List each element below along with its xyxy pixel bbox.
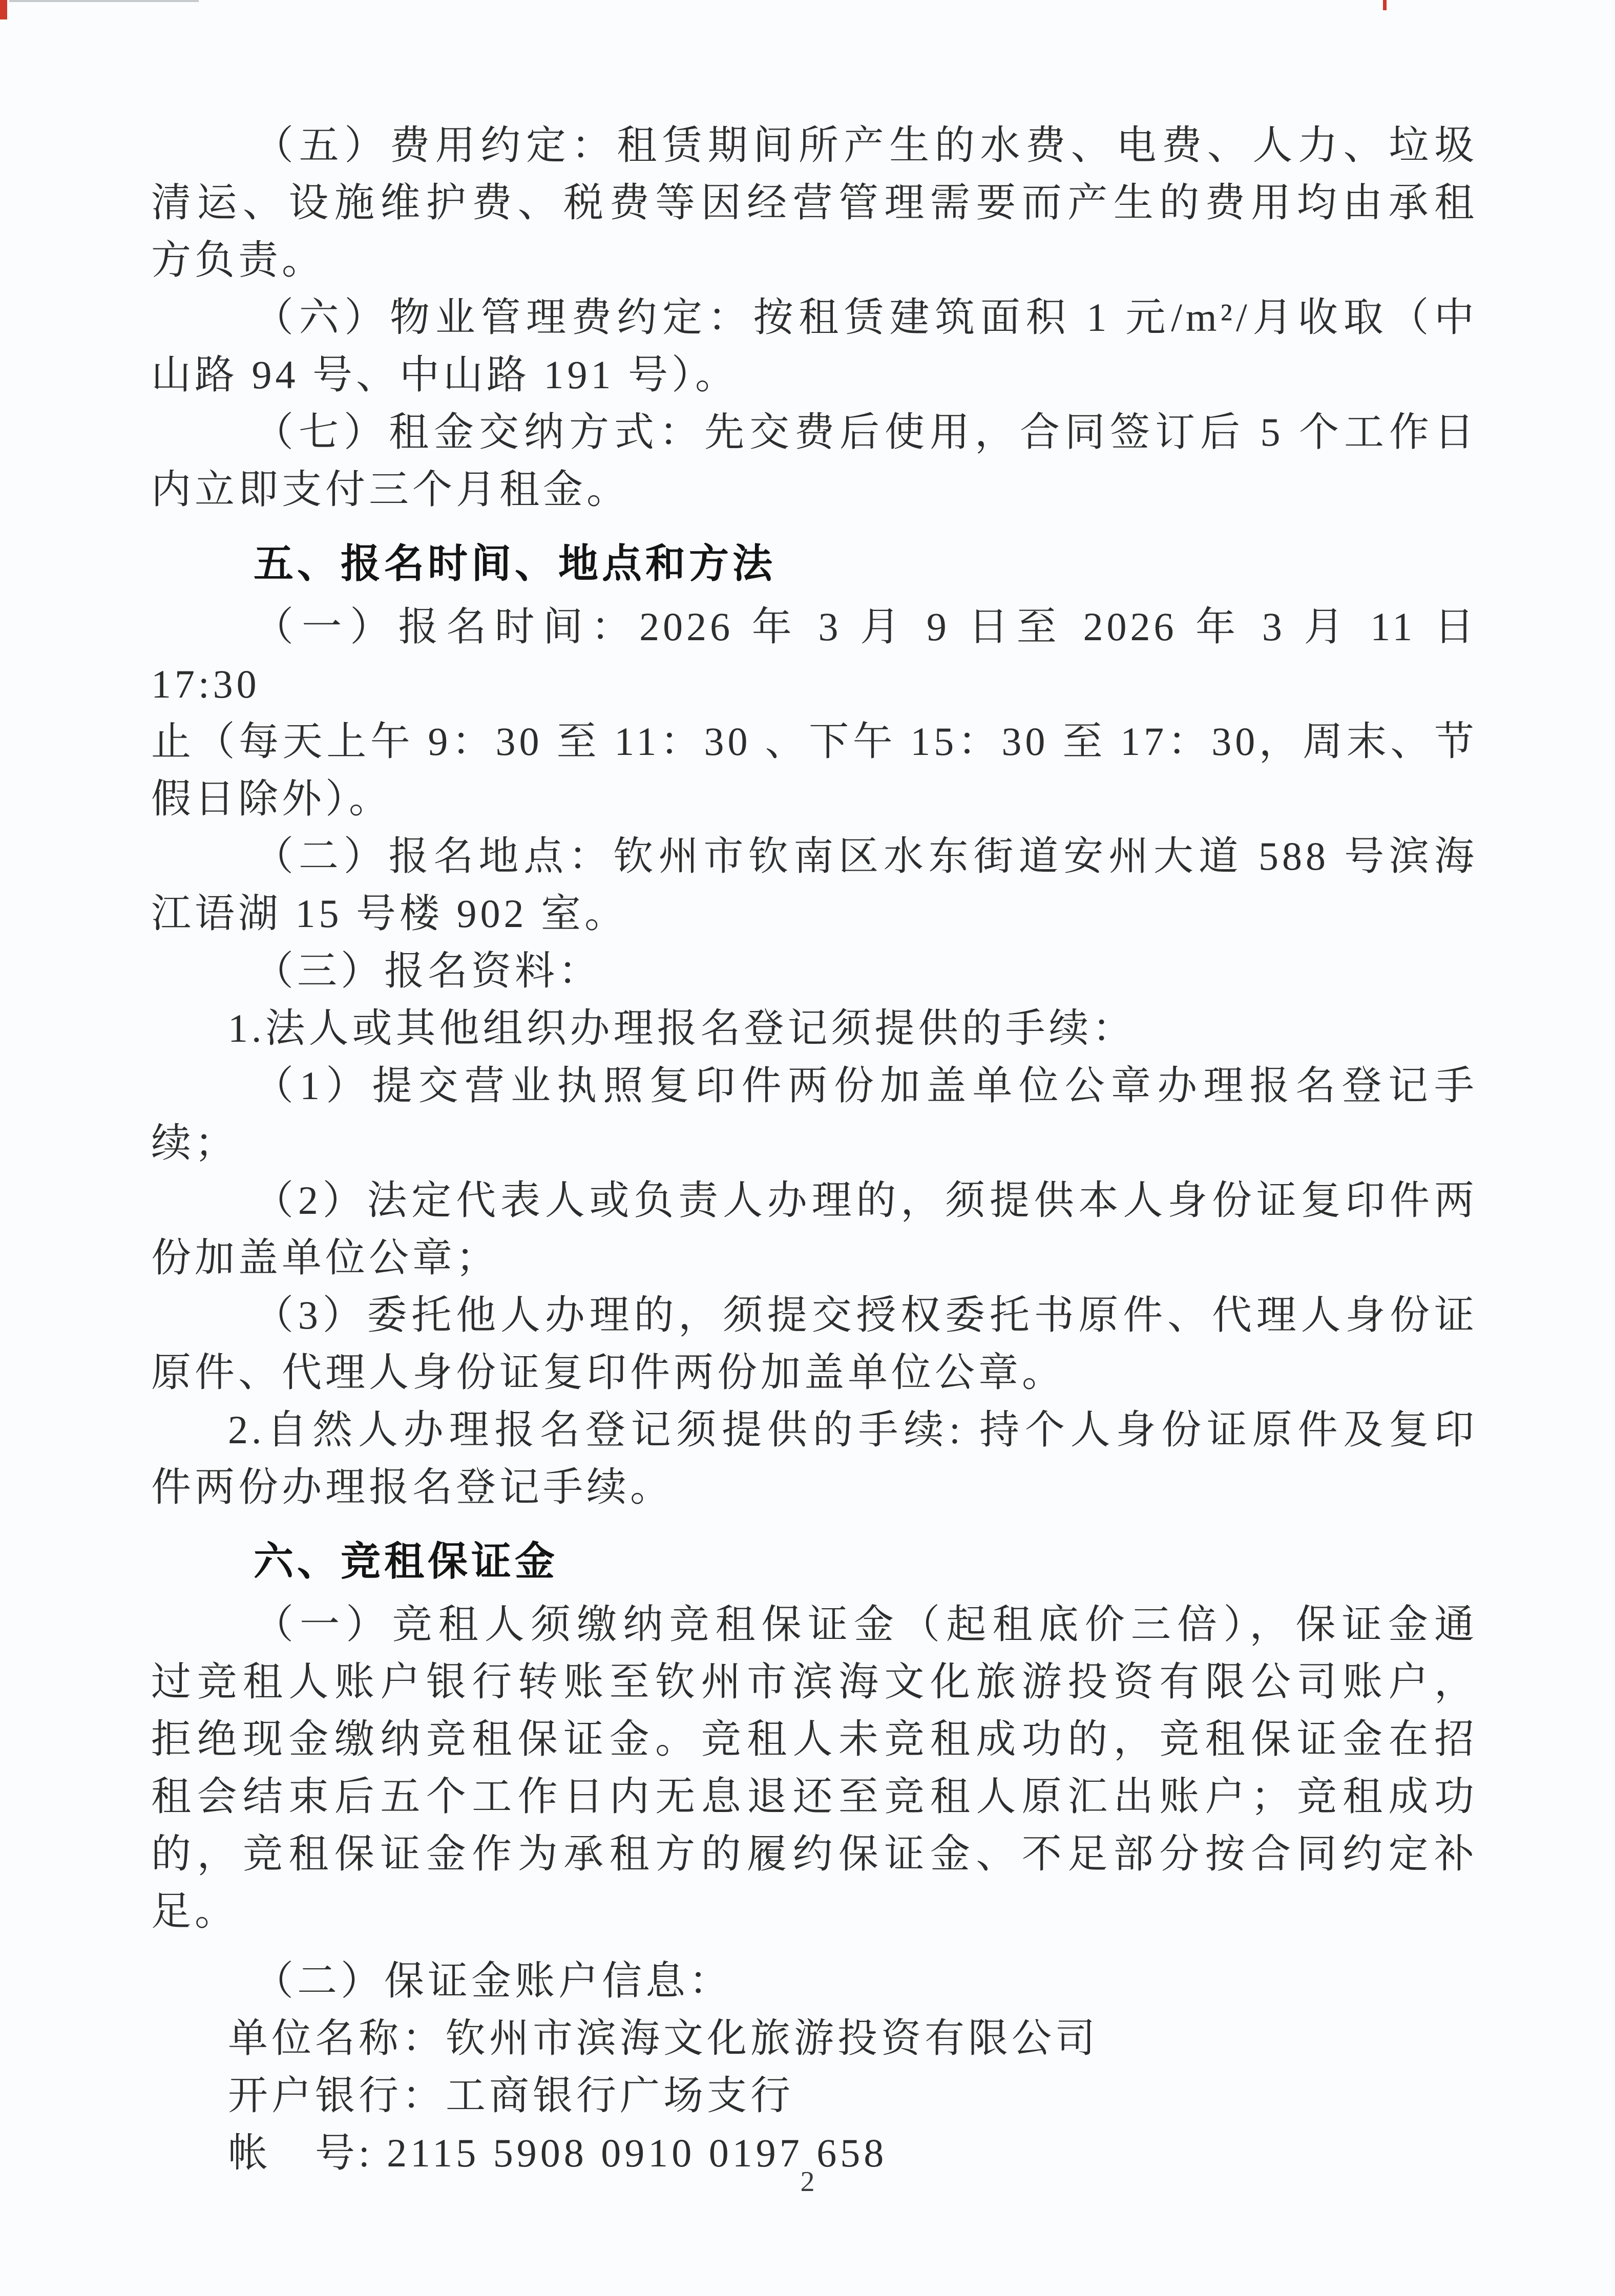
text-line: （一）竞租人须缴纳竞租保证金（起租底价三倍），保证金通 xyxy=(254,1602,1478,1647)
paragraph xyxy=(151,404,1478,518)
text-line: 份加盖单位公章； xyxy=(151,1235,500,1280)
paragraph xyxy=(151,598,1478,828)
paragraph xyxy=(151,1401,1478,1516)
paragraph xyxy=(151,2067,1478,2124)
paragraph xyxy=(151,942,1478,1000)
text-line: 单位名称：钦州市滨海文化旅游投资有限公司 xyxy=(228,2016,1099,2060)
text-line: 原件、代理人身份证复印件两份加盖单位公章。 xyxy=(151,1350,1066,1395)
text-line: 五、报名时间、地点和方法 xyxy=(254,541,777,586)
text-line: （一）报名时间：2026 年 3 月 9 日至 2026 年 3 月 11 日 17:30 xyxy=(151,604,1478,706)
paragraph xyxy=(151,289,1478,404)
text-line: 足。 xyxy=(151,1889,239,1933)
text-line: 开户银行：工商银行广场支行 xyxy=(228,2073,794,2118)
text-line: （三）报名资料： xyxy=(254,949,602,993)
text-line: 的，竞租保证金作为承租方的履约保证金、不足部分按合同约定补 xyxy=(151,1831,1478,1876)
paragraph xyxy=(151,1172,1478,1287)
text-line: 续； xyxy=(151,1121,239,1165)
paragraph xyxy=(151,2010,1478,2067)
scan-red-mark-top-left xyxy=(0,0,7,19)
text-line: 过竞租人账户银行转账至钦州市滨海文化旅游投资有限公司账户， xyxy=(151,1659,1478,1704)
text-line: （五）费用约定：租赁期间所产生的水费、电费、人力、垃圾 xyxy=(254,123,1478,167)
paragraph xyxy=(151,1596,1478,1940)
page-number: 2 xyxy=(800,2166,815,2198)
text-line: （七）租金交纳方式：先交费后使用，合同签订后 5 个工作日 xyxy=(254,410,1478,454)
text-line: 帐 号: 2115 5908 0910 0197 658 xyxy=(228,2131,888,2175)
text-line: （二）报名地点：钦州市钦南区水东街道安州大道 588 号滨海 xyxy=(254,834,1478,878)
text-line: 2.自然人办理报名登记须提供的手续: 持个人身份证原件及复印 xyxy=(228,1407,1478,1452)
text-line: 山路 94 号、中山路 191 号）。 xyxy=(151,352,739,397)
text-line: 江语湖 15 号楼 902 室。 xyxy=(151,891,628,936)
text-line: （2）法定代表人或负责人办理的，须提供本人身份证复印件两 xyxy=(254,1178,1478,1223)
scan-edge-artifact xyxy=(9,0,199,2)
text-line: 清运、设施维护费、税费等因经营管理需要而产生的费用均由承租 xyxy=(151,180,1478,225)
text-line: （二）保证金账户信息： xyxy=(254,1958,733,2003)
paragraph xyxy=(151,117,1478,289)
text-line: 方负责。 xyxy=(151,238,326,282)
paragraph xyxy=(151,828,1478,942)
paragraph xyxy=(151,1287,1478,1401)
document-body xyxy=(151,117,1478,2182)
text-line: 内立即支付三个月租金。 xyxy=(151,467,631,512)
text-line: 租会结束后五个工作日内无息退还至竞租人原汇出账户；竞租成功 xyxy=(151,1774,1478,1819)
text-line: 件两份办理报名登记手续。 xyxy=(151,1465,674,1509)
scan-red-mark-top-right xyxy=(1383,0,1387,10)
section-heading xyxy=(151,1532,1478,1590)
text-line: （六）物业管理费约定：按租赁建筑面积 1 元/m²/月收取（中 xyxy=(254,295,1478,340)
text-line: （3）委托他人办理的，须提交授权委托书原件、代理人身份证 xyxy=(254,1293,1478,1337)
paragraph xyxy=(151,1952,1478,2010)
text-line: 止（每天上午 9：30 至 11：30 、下午 15：30 至 17：30，周末、节 xyxy=(151,719,1478,764)
text-line: （1）提交营业执照复印件两份加盖单位公章办理报名登记手 xyxy=(254,1063,1478,1108)
text-line: 假日除外）。 xyxy=(151,776,393,821)
text-line: 六、竞租保证金 xyxy=(254,1539,559,1584)
text-line: 1.法人或其他组织办理报名登记须提供的手续： xyxy=(228,1006,1136,1050)
section-heading xyxy=(151,535,1478,592)
paragraph xyxy=(151,1057,1478,1172)
text-line: 拒绝现金缴纳竞租保证金。竞租人未竞租成功的，竞租保证金在招 xyxy=(151,1717,1478,1761)
paragraph xyxy=(151,1000,1478,1057)
